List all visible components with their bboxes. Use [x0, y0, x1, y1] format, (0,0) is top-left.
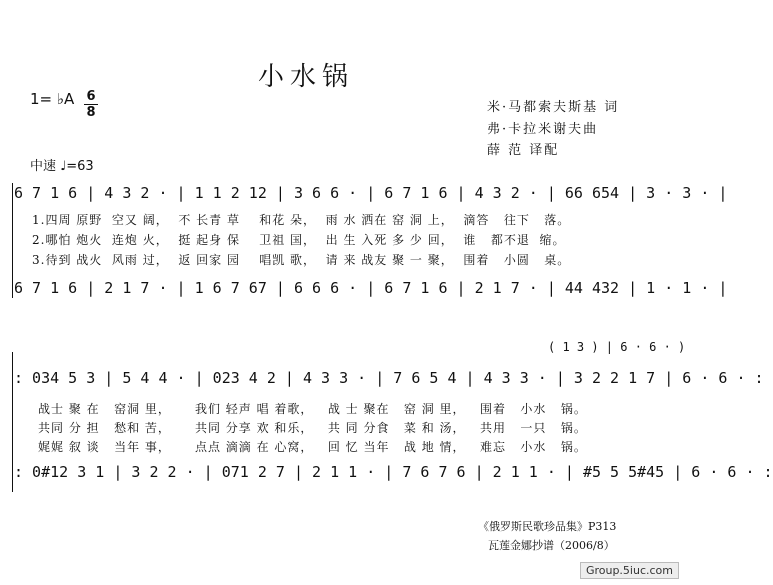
system1-bass: 6 7 1 6 | 2 1 7 · | 1 6 7 67 | 6 6 6 · | 6 7 1 6 | 2 1 7 · | 44 432 | 1 · 1 · |: [14, 279, 728, 297]
lyricist-credit: 米·马都索夫斯基 词: [487, 100, 620, 115]
time-signature: [84, 90, 98, 119]
system2-lyric-2: 共同 分 担 愁和 苦， 共同 分享 欢 和乐， 共 同 分食 菜 和 汤， 共用 一只 锅。: [38, 421, 587, 435]
song-title: 小水锅: [258, 62, 355, 92]
system1-lyric-3: 3.待到 战火 风雨 过， 返 回家 园 唱凯 歌， 请 来 战友 聚 一 聚， 围着 小圆 桌。: [32, 253, 571, 267]
system2-melody: : 034 5 3 | 5 4 4 · | 023 4 2 | 4 3 3 · | 7 6 5 4 | 4 3 3 · | 3 2 2 1 7 | 6 · 6 · :: [14, 369, 764, 387]
composer-credit: 弗·卡拉米谢夫曲: [487, 122, 599, 137]
system1-lyric-2: 2.哪怕 炮火 连炮 火， 挺 起身 保 卫祖 国， 出 生 入死 多 少 回， 谁 都不退 缩。: [32, 233, 566, 247]
system1-melody: 6 7 1 6 | 4 3 2 · | 1 1 2 12 | 3 6 6 · | 6 7 1 6 | 4 3 2 · | 66 654 | 3 · 3 · |: [14, 184, 728, 202]
tempo-marking: 中速 ♩=63: [30, 159, 94, 174]
system2-ending: ( 1 3 ) | 6 · 6 · ): [548, 340, 686, 354]
system2-brace: [12, 352, 13, 492]
time-sig-top: 6: [86, 89, 96, 104]
copyist-credit: 瓦莲金娜抄谱（2006/8）: [488, 539, 615, 552]
key-signature: 1= ♭A: [30, 90, 75, 108]
system2-lyric-3: 娓娓 叙 谈 当年 事， 点点 滴滴 在 心窝， 回 忆 当年 战 地 情， 难忘 小水 锅。: [38, 440, 587, 454]
system1-lyric-1: 1.四周 原野 空又 阔， 不 长青 草 和花 朵， 雨 水 洒在 窑 洞 上， 滴答 往下 落。: [32, 213, 571, 227]
system1-brace: [12, 183, 13, 298]
source-citation: 《俄罗斯民歌珍品集》P313: [478, 520, 617, 533]
translator-credit: 薛 范 译配: [487, 143, 560, 158]
watermark-logo: Group.5iuc.com: [580, 562, 679, 579]
time-sig-bottom: 8: [86, 105, 96, 120]
system2-lyric-1: 战士 聚 在 窑洞 里， 我们 轻声 唱 着歌， 战 士 聚在 窑 洞 里， 围着 小水 锅。: [38, 402, 587, 416]
system2-bass: : 0#12 3 1 | 3 2 2 · | 071 2 7 | 2 1 1 · | 7 6 7 6 | 2 1 1 · | #5 5 5#45 | 6 · 6 · :: [14, 463, 773, 481]
